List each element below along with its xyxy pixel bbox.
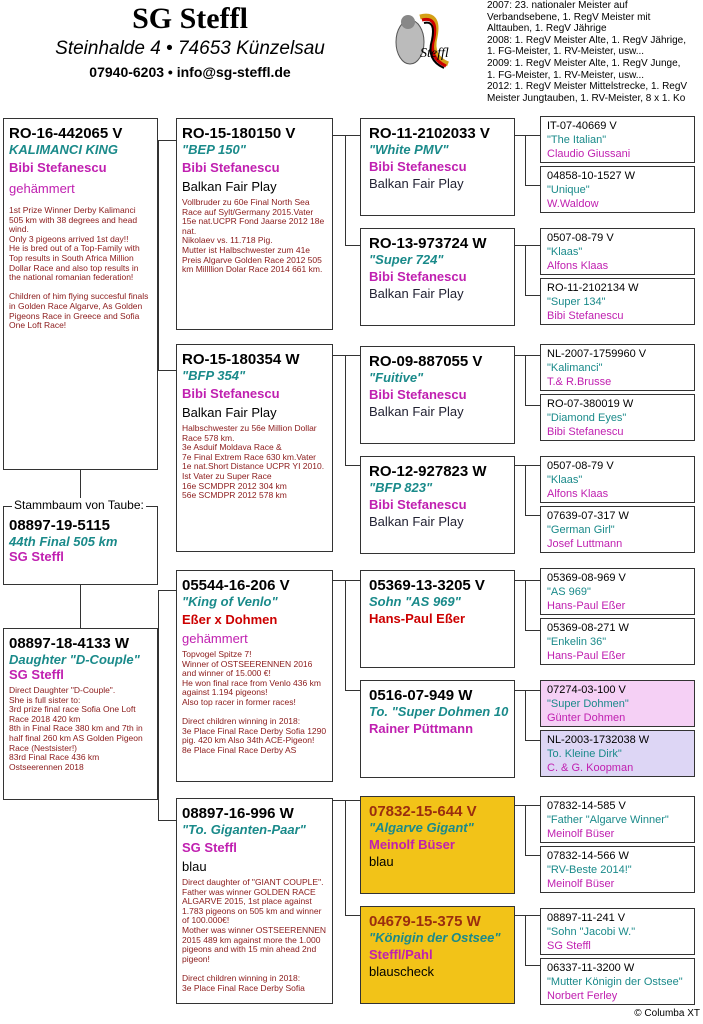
ring-number: 05369-08-271 W xyxy=(547,622,629,634)
grandparent-card xyxy=(176,798,333,1004)
owner-name: C. & G. Koopman xyxy=(547,762,634,774)
owner-name: Bibi Stefanescu xyxy=(547,426,624,438)
pigeon-notes: Vollbruder zu 60e Final North Sea Race auf Sylt/Germany 2015.Vater 15e nat.UCPR Fond Jaarse 2012 18e nat. Nikolaev vs. 11.718 Pig. Mutter ist Halbschwester zum 41e Preis Algarve Golden Race 2012 505 km Millllion Dolar Race 2014 661 km. xyxy=(182,197,325,275)
plumage-color: gehämmert xyxy=(182,631,248,646)
ancestor-card xyxy=(540,846,695,893)
pigeon-name: "Fuitive" xyxy=(369,370,424,385)
pigeon-name: "Unique" xyxy=(547,184,590,196)
ring-number: 08897-18-4133 W xyxy=(9,635,130,652)
plumage-color: blau xyxy=(182,859,207,874)
great-grandparent-card xyxy=(360,118,515,216)
owner-name: Bibi Stefanescu xyxy=(547,310,624,322)
ring-number: RO-16-442065 V xyxy=(9,125,123,142)
pigeon-notes: Topvogel Spitze 7! Winner of OSTSEERENNEN 2016 and winner of 15.000 €! He won final race from Venlo 436 km against 1.194 pigeons! Also top racer in former races! Direct children winning in 2018: 3e Place Final Race Derby Sofia 1290 pig. 420 km Also 34th ACE-Pigeon! 8e Place Final Race Derby AS xyxy=(182,649,327,755)
plumage-color: Balkan Fair Play xyxy=(182,179,277,194)
pigeon-notes: Direct daughter of "GIANT COUPLE". Father was winner GOLDEN RACE ALGARVE 2015, 1st place against 1.783 pigeons on 505 km and winner of 100.000€! Mother was winner OSTSEERENNEN 2015 489 km against more the 1.000 pigeons and with 15 min ahead 2nd pigeon! Direct children winning in 2018: 3e Place Final Race Derby Sofia xyxy=(182,877,327,993)
owner-name: Meinolf Büser xyxy=(369,837,455,852)
owner-name: Günter Dohmen xyxy=(547,712,626,724)
achievement-line: 2008: 1. RegV Meister Alte, 1. RegV Jährige, xyxy=(487,34,686,46)
owner-name: Josef Luttmann xyxy=(547,538,623,550)
sire-card xyxy=(3,118,158,470)
ring-number: RO-11-2102134 W xyxy=(547,282,639,294)
pigeon-name: "Klaas" xyxy=(547,474,583,486)
ancestor-card xyxy=(540,166,695,213)
pigeon-name: "Mutter Königin der Ostsee" xyxy=(547,976,683,988)
pigeon-name: "Super 134" xyxy=(547,296,606,308)
ancestor-card xyxy=(540,908,695,955)
breeder-contact: 07940-6203 • info@sg-steffl.de xyxy=(89,64,291,80)
great-grandparent-card xyxy=(360,456,515,554)
ring-number: 08897-11-241 V xyxy=(547,912,626,924)
pigeon-name: "German Girl" xyxy=(547,524,615,536)
ancestor-card xyxy=(540,796,695,843)
pigeon-name: "BFP 823" xyxy=(369,480,433,495)
ring-number: 08897-16-996 W xyxy=(182,805,294,822)
club-logo xyxy=(380,2,460,82)
pigeon-name: To. "Super Dohmen 10 xyxy=(369,704,509,719)
pigeon-name: "The Italian" xyxy=(547,134,607,146)
ring-number: 05544-16-206 V xyxy=(182,577,290,594)
owner-name: Alfons Klaas xyxy=(547,488,609,500)
great-grandparent-card xyxy=(360,796,515,894)
ancestor-card xyxy=(540,116,695,163)
great-grandparent-card xyxy=(360,570,515,668)
ring-number: RO-15-180150 V xyxy=(182,125,296,142)
pigeon-name: "RV-Beste 2014!" xyxy=(547,864,632,876)
grandparent-card xyxy=(176,344,333,552)
pigeon-name: "King of Venlo" xyxy=(182,594,278,609)
ring-number: 04679-15-375 W xyxy=(369,913,481,930)
grandparent-card xyxy=(176,118,333,330)
logo-text: Steffl xyxy=(420,46,449,61)
plumage-color: Balkan Fair Play xyxy=(369,286,464,301)
ancestor-card xyxy=(540,680,695,727)
ring-number: 07832-14-566 W xyxy=(547,850,629,862)
ring-number: 06337-11-3200 W xyxy=(547,962,635,974)
ancestor-card xyxy=(540,456,695,503)
owner-name: Bibi Stefanescu xyxy=(182,160,280,175)
pigeon-logo-icon xyxy=(380,2,460,82)
pigeon-name: "BEP 150" xyxy=(182,142,246,157)
owner-name: Hans-Paul Eßer xyxy=(547,600,626,612)
subject-caption: Stammbaum von Taube: xyxy=(14,498,144,512)
owner-name: Eßer x Dohmen xyxy=(182,612,278,627)
owner-name: Bibi Stefanescu xyxy=(182,386,280,401)
owner-name: Alfons Klaas xyxy=(547,260,609,272)
copyright-footer: © Columba XT xyxy=(634,1008,700,1019)
ring-number: 07274-03-100 V xyxy=(547,684,626,696)
ring-number: IT-07-40669 V xyxy=(547,120,617,132)
plumage-color: blau xyxy=(369,854,394,869)
plumage-color: Balkan Fair Play xyxy=(182,405,277,420)
owner-name: SG Steffl xyxy=(9,667,64,682)
plumage-color: blauscheck xyxy=(369,964,435,979)
achievement-line: 2007: 23. nationaler Meister auf xyxy=(487,0,628,11)
ring-number: 07639-07-317 W xyxy=(547,510,629,522)
achievement-line: 2012: 1. RegV Meister Mittelstrecke, 1. RegV xyxy=(487,81,688,93)
owner-name: SG Steffl xyxy=(182,840,237,855)
plumage-color: Balkan Fair Play xyxy=(369,176,464,191)
achievement-line: 1. FG-Meister, 1. RV-Meister, usw... xyxy=(487,46,645,58)
owner-name: Steffl/Pahl xyxy=(369,947,433,962)
owner-name: Rainer Püttmann xyxy=(369,721,474,736)
plumage-color: gehämmert xyxy=(9,181,75,196)
ancestor-card xyxy=(540,958,695,1005)
achievement-line: 1. FG-Meister, 1. RV-Meister, usw... xyxy=(487,69,645,81)
ancestor-card xyxy=(540,344,695,391)
plumage-color: Balkan Fair Play xyxy=(369,514,464,529)
ring-number: RO-11-2102033 V xyxy=(369,125,490,142)
pigeon-name: "White PMV" xyxy=(369,142,449,157)
owner-name: Bibi Stefanescu xyxy=(9,160,107,175)
pigeon-name: "Diamond Eyes" xyxy=(547,412,627,424)
owner-name: W.Waldow xyxy=(547,198,599,210)
pigeon-name: "Kalimanci" xyxy=(547,362,603,374)
pigeon-name: "Sohn "Jacobi W." xyxy=(547,926,636,938)
ring-number: RO-09-887055 V xyxy=(369,353,483,370)
owner-name: SG Steffl xyxy=(547,940,591,952)
pigeon-name: "Klaas" xyxy=(547,246,583,258)
pigeon-name: KALIMANCI KING xyxy=(9,142,119,157)
breeder-address: Steinhalde 4 • 74653 Künzelsau xyxy=(55,38,325,59)
achievement-line: 2009: 1. RegV Meister Alte, 1. RegV Junge, xyxy=(487,57,681,69)
owner-name: Meinolf Büser xyxy=(547,828,615,840)
ancestor-card xyxy=(540,506,695,553)
owner-name: Bibi Stefanescu xyxy=(369,387,467,402)
ring-number: 0507-08-79 V xyxy=(547,232,614,244)
great-grandparent-card xyxy=(360,228,515,326)
ring-number: NL-2003-1732038 W xyxy=(547,734,650,746)
ring-number: 0507-08-79 V xyxy=(547,460,614,472)
ring-number: 04858-10-1527 W xyxy=(547,170,636,182)
ring-number: 07832-15-644 V xyxy=(369,803,477,820)
great-grandparent-card xyxy=(360,346,515,444)
owner-name: Bibi Stefanescu xyxy=(369,269,467,284)
great-grandparent-card xyxy=(360,680,515,778)
owner-name: T.& R.Brusse xyxy=(547,376,612,388)
grandparent-card xyxy=(176,570,333,782)
ancestor-card xyxy=(540,730,695,777)
plumage-color: Balkan Fair Play xyxy=(369,404,464,419)
ring-number: 07832-14-585 V xyxy=(547,800,626,812)
achievement-line: Verbandsebene, 1. RegV Meister mit xyxy=(487,11,651,23)
ring-number: RO-13-973724 W xyxy=(369,235,487,252)
ancestor-card xyxy=(540,228,695,275)
pigeon-name: "Algarve Gigant" xyxy=(369,820,474,835)
owner-name: Hans-Paul Eßer xyxy=(547,650,626,662)
ring-number: RO-15-180354 W xyxy=(182,351,300,368)
owner-name: SG Steffl xyxy=(9,549,64,564)
dam-card xyxy=(3,628,158,800)
pigeon-name: "Enkelin 36" xyxy=(547,636,607,648)
owner-name: Bibi Stefanescu xyxy=(369,497,467,512)
ring-number: 0516-07-949 W xyxy=(369,687,473,704)
pigeon-name: "Super Dohmen" xyxy=(547,698,629,710)
pigeon-name: Daughter "D-Couple" xyxy=(9,652,140,667)
ancestor-card xyxy=(540,394,695,441)
owner-name: Bibi Stefanescu xyxy=(369,159,467,174)
ancestor-card xyxy=(540,568,695,615)
pigeon-name: 44th Final 505 km xyxy=(9,534,118,549)
pigeon-notes: Direct Daughter "D-Couple". She is full sister to: 3rd prize final race Sofia One Loft Race 2018 420 km 8th in Final Race 380 km and 7th in half final 260 km AS Golden Pigeon Race (Nestsister!) 83rd Final Race 436 km Ostseerennen 2018 xyxy=(9,685,143,772)
subject-card xyxy=(3,506,158,585)
ring-number: 05369-13-3205 V xyxy=(369,577,485,594)
great-grandparent-card xyxy=(360,906,515,1004)
pigeon-notes: 1st Prize Winner Derby Kalimanci 505 km with 38 degrees and head wind. Only 3 pigeons arrived 1st day!! He is bred out of a Top-Family with Top results in South Africa Million Dollar Race and also top results in the national romanian federation! Children of him flying succesful finals in Golden Race Algarve, As Golden Pigeons Race in Greece and Sofia One Loft Race! xyxy=(9,205,149,331)
achievement-line: Alttauben, 1. RegV Jährige xyxy=(487,23,607,35)
achievement-line: Meister Jungtauben, 1. RV-Meister, 8 x 1. Ko xyxy=(487,92,686,104)
pigeon-name: "Königin der Ostsee" xyxy=(369,930,501,945)
pigeon-name: "AS 969" xyxy=(547,586,591,598)
pigeon-notes: Halbschwester zu 56e Million Dollar Race 578 km. 3e Asduif Moldava Race & 7e Final Extrem Race 630 km.Vater 1e nat.Short Distance UCPR YI 2010. Ist Vater zu Super Race 16e SCMDPR 2012 304 km 56e SCMDPR 2012 578 km xyxy=(182,423,325,501)
ancestor-card xyxy=(540,618,695,665)
ring-number: 05369-08-969 V xyxy=(547,572,626,584)
pigeon-name: "To. Giganten-Paar" xyxy=(182,822,306,837)
achievements-list xyxy=(487,0,701,104)
ring-number: 08897-19-5115 xyxy=(9,517,110,534)
owner-name: Claudio Giussani xyxy=(547,148,631,160)
owner-name: Norbert Ferley xyxy=(547,990,618,1002)
ring-number: NL-2007-1759960 V xyxy=(547,348,647,360)
owner-name: Meinolf Büser xyxy=(547,878,615,890)
pigeon-name: "Father "Algarve Winner" xyxy=(547,814,669,826)
pigeon-name: To. Kleine Dirk" xyxy=(547,748,622,760)
page-title: SG Steffl xyxy=(132,2,248,35)
pigeon-name: "Super 724" xyxy=(369,252,444,267)
ancestor-card xyxy=(540,278,695,325)
pigeon-name: Sohn "AS 969" xyxy=(369,594,461,609)
ring-number: RO-12-927823 W xyxy=(369,463,487,480)
owner-name: Hans-Paul Eßer xyxy=(369,611,466,626)
ring-number: RO-07-380019 W xyxy=(547,398,634,410)
pigeon-name: "BFP 354" xyxy=(182,368,246,383)
